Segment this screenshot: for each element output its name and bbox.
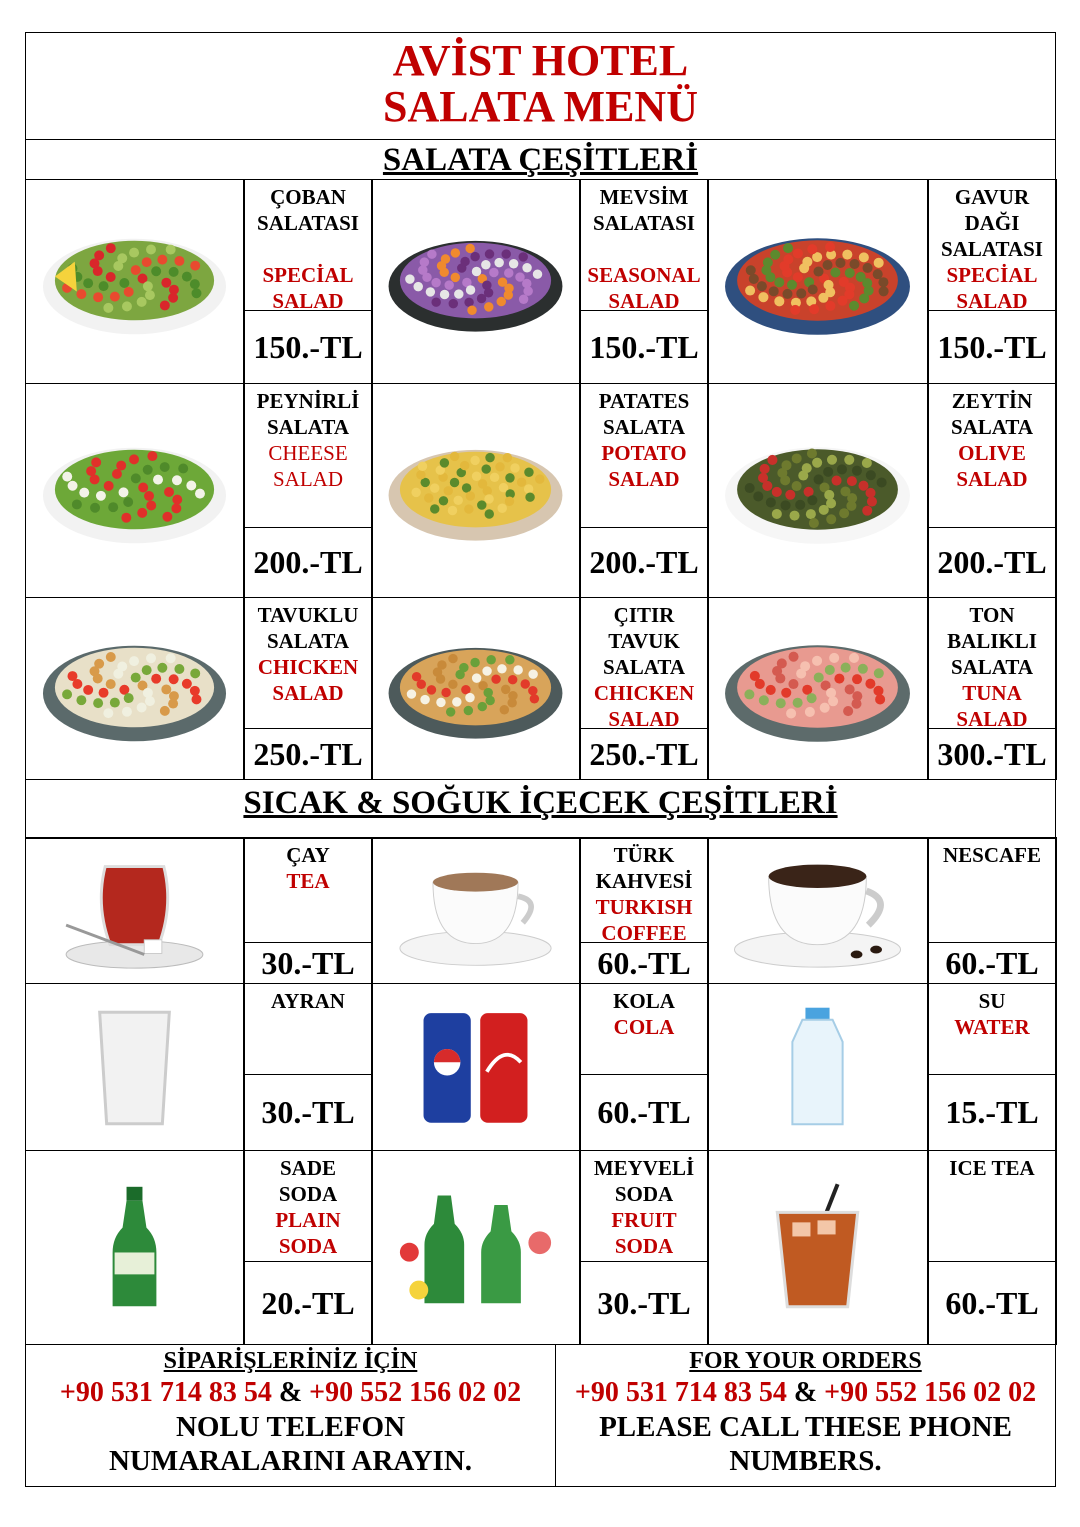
drink-name-cell xyxy=(579,837,709,943)
crispy-chicken-salad-icon xyxy=(381,607,570,770)
drink-name-tr: MEYVELİ xyxy=(593,1156,695,1180)
drink-name-cell xyxy=(243,1150,373,1262)
salad-name-tr: TAVUKLU xyxy=(257,603,359,627)
drink-name-en: WATER xyxy=(954,1015,1030,1039)
salad-name-en: SALAD xyxy=(608,467,680,491)
drink-price: 30.-TL xyxy=(243,942,373,984)
salad-name-en: SALAD xyxy=(272,681,344,705)
drink-name-en: SODA xyxy=(614,1234,674,1258)
drink-name-tr: SODA xyxy=(614,1182,674,1206)
footer-right xyxy=(555,1346,1056,1478)
salad-name-tr: MEVSİM xyxy=(599,185,689,209)
footer-right-heading: FOR YOUR ORDERS xyxy=(689,1348,922,1374)
salad-name-tr: ÇITIR xyxy=(613,603,675,627)
salad-name-tr: SALATA xyxy=(602,415,686,439)
salad-price: 150.-TL xyxy=(579,310,709,384)
drink-name-en: FRUIT xyxy=(611,1208,677,1232)
salad-price: 150.-TL xyxy=(927,310,1057,384)
drink-name-cell xyxy=(243,837,373,943)
fruit-soda-bottles-icon xyxy=(381,1160,570,1335)
salad-name-tr: SALATA xyxy=(266,415,350,439)
salad-name-tr: TON xyxy=(969,603,1015,627)
footer-left-heading: SİPARİŞLERİNİZ İÇİN xyxy=(163,1348,418,1374)
potato-salad-icon xyxy=(381,393,570,588)
drink-price: 60.-TL xyxy=(927,942,1057,984)
salad-name-en: CHICKEN xyxy=(593,681,695,705)
ayran-glass-icon xyxy=(35,993,234,1141)
drink-name-tr: TÜRK xyxy=(613,843,675,867)
salad-name-tr: ÇOBAN xyxy=(270,185,346,209)
drink-name-en: COLA xyxy=(613,1015,675,1039)
footer-right-text: PLEASE CALL THESE PHONE NUMBERS. xyxy=(599,1411,1012,1477)
drink-price: 30.-TL xyxy=(579,1261,709,1345)
drink-price: 30.-TL xyxy=(243,1074,373,1151)
salad-name-en: TUNA xyxy=(962,681,1022,705)
footer-left-text: NOLU TELEFON NUMARALARINI ARAYIN. xyxy=(108,1411,473,1477)
footer-left xyxy=(25,1346,556,1478)
drink-name-cell xyxy=(927,983,1057,1075)
drink-name-tr: KAHVESİ xyxy=(595,869,693,893)
salad-bowl-icon xyxy=(35,189,234,374)
salad-name-tr xyxy=(580,236,708,262)
salad-name-en: SPECİAL xyxy=(946,263,1038,287)
salad-price: 250.-TL xyxy=(579,728,709,780)
drink-name-cell xyxy=(927,1150,1057,1262)
drink-name-en: COFFEE xyxy=(601,921,687,945)
chicken-salad-icon xyxy=(35,607,234,770)
salad-name-tr: SALATASI xyxy=(257,211,359,235)
salad-name-en: SALAD xyxy=(956,467,1028,491)
drink-name-en: TURKISH xyxy=(595,895,693,919)
salad-name-en: SPECİAL xyxy=(262,263,354,287)
salad-name-cell xyxy=(927,383,1057,528)
salad-name-tr: SALATASI xyxy=(593,211,695,235)
salad-name-tr: TAVUK xyxy=(608,629,680,653)
drink-price: 15.-TL xyxy=(927,1074,1057,1151)
drink-name-en: PLAIN xyxy=(275,1208,341,1232)
salad-name-cell xyxy=(243,383,373,528)
gavur-dagi-bowl-icon xyxy=(717,189,918,374)
salad-price: 300.-TL xyxy=(927,728,1057,780)
salad-name-en: POTATO xyxy=(601,441,687,465)
salad-name-cell xyxy=(579,597,709,729)
salad-name-tr: PATATES xyxy=(598,389,690,413)
turkish-coffee-icon xyxy=(381,847,570,974)
hotel-name: AVİST HOTEL xyxy=(392,36,689,85)
salad-name-tr: SALATA xyxy=(266,629,350,653)
salad-name-tr: ZEYTİN xyxy=(951,389,1033,413)
salad-price: 200.-TL xyxy=(243,527,373,598)
drink-name-tr: AYRAN xyxy=(271,989,345,1013)
menu-header xyxy=(25,32,1056,140)
salad-name-en: SEASONAL xyxy=(587,263,701,287)
salad-name-cell xyxy=(579,179,709,311)
salad-name-tr: SALATA xyxy=(950,415,1034,439)
salad-name-tr: PEYNİRLİ xyxy=(256,389,360,413)
salad-name-tr: SALATA xyxy=(950,655,1034,679)
salad-name-en: SALAD xyxy=(272,289,344,313)
footer-left-amp: & xyxy=(278,1377,303,1408)
salad-name-en: SALAD xyxy=(608,289,680,313)
drink-price: 60.-TL xyxy=(579,942,709,984)
salad-name-cell xyxy=(927,179,1057,311)
drink-price: 60.-TL xyxy=(579,1074,709,1151)
salad-name-cell xyxy=(579,383,709,528)
drink-name-tr: ÇAY xyxy=(286,843,330,867)
drink-name-cell xyxy=(579,1150,709,1262)
salad-name-tr: GAVUR xyxy=(954,185,1030,209)
drink-name-cell xyxy=(927,837,1057,943)
salad-name-tr: SALATA xyxy=(602,655,686,679)
drink-name-tr: KOLA xyxy=(613,989,675,1013)
drinks-section-title: SICAK & SOĞUK İÇECEK ÇEŞİTLERİ xyxy=(243,785,838,821)
salad-name-tr: BALIKLI xyxy=(947,629,1037,653)
salad-name-en: SALAD xyxy=(608,707,680,731)
salad-name-en: SALAD xyxy=(272,467,343,491)
drink-name-tr: SU xyxy=(978,989,1006,1013)
drink-name-tr: SODA xyxy=(278,1182,338,1206)
salad-name-en: OLIVE xyxy=(958,441,1026,465)
salad-price: 150.-TL xyxy=(243,310,373,384)
coleslaw-bowl-icon xyxy=(381,189,570,374)
cola-cans-icon xyxy=(381,993,570,1141)
drink-price: 60.-TL xyxy=(927,1261,1057,1345)
footer-right-phone2[interactable]: +90 552 156 02 02 xyxy=(824,1377,1037,1408)
salad-name-cell xyxy=(927,597,1057,729)
salad-price: 250.-TL xyxy=(243,728,373,780)
drink-name-en: TEA xyxy=(286,869,330,893)
drink-name-tr: SADE xyxy=(279,1156,337,1180)
drink-name-cell xyxy=(243,983,373,1075)
footer-left-phone2[interactable]: +90 552 156 02 02 xyxy=(309,1377,522,1408)
menu-title: SALATA MENÜ xyxy=(383,82,698,131)
salad-name-tr xyxy=(244,236,372,262)
salad-name-cell xyxy=(243,597,373,729)
salad-price: 200.-TL xyxy=(579,527,709,598)
salad-name-en: CHEESE xyxy=(268,441,348,465)
salad-name-tr: DAĞI xyxy=(964,211,1020,235)
olive-salad-icon xyxy=(717,393,918,588)
ice-tea-cup-icon xyxy=(717,1160,918,1335)
salad-name-cell xyxy=(243,179,373,311)
nescafe-cup-icon xyxy=(717,847,918,974)
drink-name-en: SODA xyxy=(278,1234,338,1258)
salad-name-tr: SALATASI xyxy=(941,237,1043,261)
footer-right-amp: & xyxy=(793,1377,818,1408)
salad-price: 200.-TL xyxy=(927,527,1057,598)
salads-section-title: SALATA ÇEŞİTLERİ xyxy=(382,142,699,178)
cheese-salad-icon xyxy=(35,393,234,588)
tea-glass-icon xyxy=(35,847,234,974)
drink-name-tr: NESCAFE xyxy=(942,843,1042,867)
soda-bottle-icon xyxy=(35,1160,234,1335)
salad-name-en: SALAD xyxy=(956,289,1028,313)
drink-name-tr: ICE TEA xyxy=(949,1156,1035,1180)
footer-left-phone1[interactable]: +90 531 714 83 54 xyxy=(59,1377,272,1408)
salad-name-en: SALAD xyxy=(956,707,1028,731)
drink-name-cell xyxy=(579,983,709,1075)
salad-name-en: CHICKEN xyxy=(257,655,359,679)
water-bottle-icon xyxy=(717,993,918,1141)
tuna-salad-icon xyxy=(717,607,918,770)
footer-right-phone1[interactable]: +90 531 714 83 54 xyxy=(574,1377,787,1408)
drink-price: 20.-TL xyxy=(243,1261,373,1345)
